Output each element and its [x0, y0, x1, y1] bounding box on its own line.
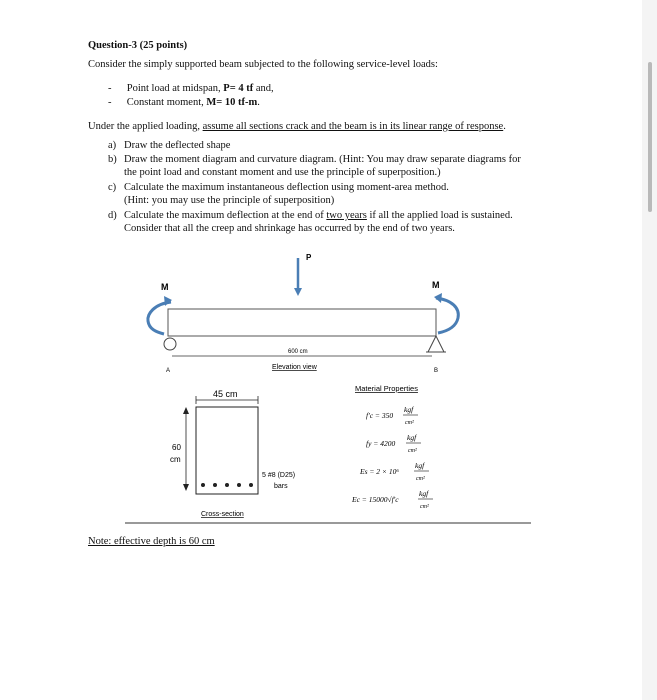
rebar	[237, 483, 241, 487]
moment-arrow-right	[436, 298, 458, 333]
svg-text:kgf: kgf	[407, 433, 417, 442]
pin-support-b	[428, 336, 444, 352]
part-a: a) Draw the deflected shape	[108, 140, 231, 151]
svg-text:f′c = 350: f′c = 350	[366, 411, 394, 420]
bars-label: 5 #8 (D25)	[262, 472, 296, 479]
moment-label-right: M	[432, 280, 440, 290]
rebar	[249, 483, 253, 487]
support-label-a: A	[166, 368, 171, 374]
rebar	[225, 483, 229, 487]
part-d: d) Calculate the maximum deflection at the end of two years if all the applied load is sustained.	[108, 210, 513, 221]
svg-text:fy = 4200: fy = 4200	[366, 439, 396, 448]
svg-text:Ec = 15000√f′c: Ec = 15000√f′c	[352, 495, 399, 504]
svg-text:kgf: kgf	[419, 489, 429, 498]
load-item-point: - Point load at midspan, P= 4 tf and,	[108, 83, 274, 94]
svg-text:kgf: kgf	[404, 405, 414, 414]
rebar	[201, 483, 205, 487]
assumption-line: Under the applied loading, assume all sections crack and the beam is in its linear range of response.	[88, 121, 506, 132]
span-label: 600 cm	[288, 349, 308, 355]
roller-support-a	[164, 338, 176, 350]
cross-section-caption: Cross-section	[201, 511, 244, 518]
scrollbar[interactable]	[642, 0, 657, 700]
svg-text:cm²: cm²	[408, 448, 417, 454]
svg-text:cm²: cm²	[416, 476, 425, 482]
load-item-moment: - Constant moment, M= 10 tf-m.	[108, 97, 260, 108]
scrollbar-thumb[interactable]	[648, 62, 652, 212]
prop-fc	[366, 405, 418, 426]
rebar	[213, 483, 217, 487]
cross-section-outline	[196, 407, 258, 494]
elevation-caption: Elevation view	[272, 364, 317, 371]
bars-label-2: bars	[274, 483, 288, 490]
beam	[168, 309, 436, 336]
part-d-line-2: Consider that all the creep and shrinkage has occurred by the end of two years.	[124, 223, 455, 234]
prop-es	[359, 461, 429, 482]
part-c-line-2: (Hint: you may use the principle of superposition)	[124, 195, 335, 206]
height-unit: cm	[170, 455, 181, 464]
height-label: 60	[172, 443, 181, 452]
svg-text:kgf: kgf	[415, 461, 425, 470]
note: Note: effective depth is 60 cm	[88, 536, 215, 547]
prop-fy	[366, 433, 421, 454]
question-title: Question-3 (25 points)	[88, 40, 188, 51]
moment-label-left: M	[161, 282, 169, 292]
prop-ec	[351, 489, 433, 510]
svg-text:cm²: cm²	[420, 504, 429, 510]
part-b: b) Draw the moment diagram and curvature diagram. (Hint: You may draw separate diagrams for	[108, 154, 521, 165]
svg-text:cm²: cm²	[405, 420, 414, 426]
svg-text:Es = 2 × 10⁶: Es = 2 × 10⁶	[360, 467, 399, 476]
question-intro: Consider the simply supported beam subjected to the following service-level loads:	[88, 59, 438, 70]
width-label: 45 cm	[213, 389, 238, 399]
support-label-b: B	[434, 368, 439, 374]
load-label: P	[306, 253, 312, 262]
part-c: c) Calculate the maximum instantaneous deflection using moment-area method.	[108, 182, 449, 193]
part-b-line-2: the point load and constant moment and use the principle of superposition.)	[124, 167, 441, 178]
material-title: Material Properties	[355, 384, 418, 393]
